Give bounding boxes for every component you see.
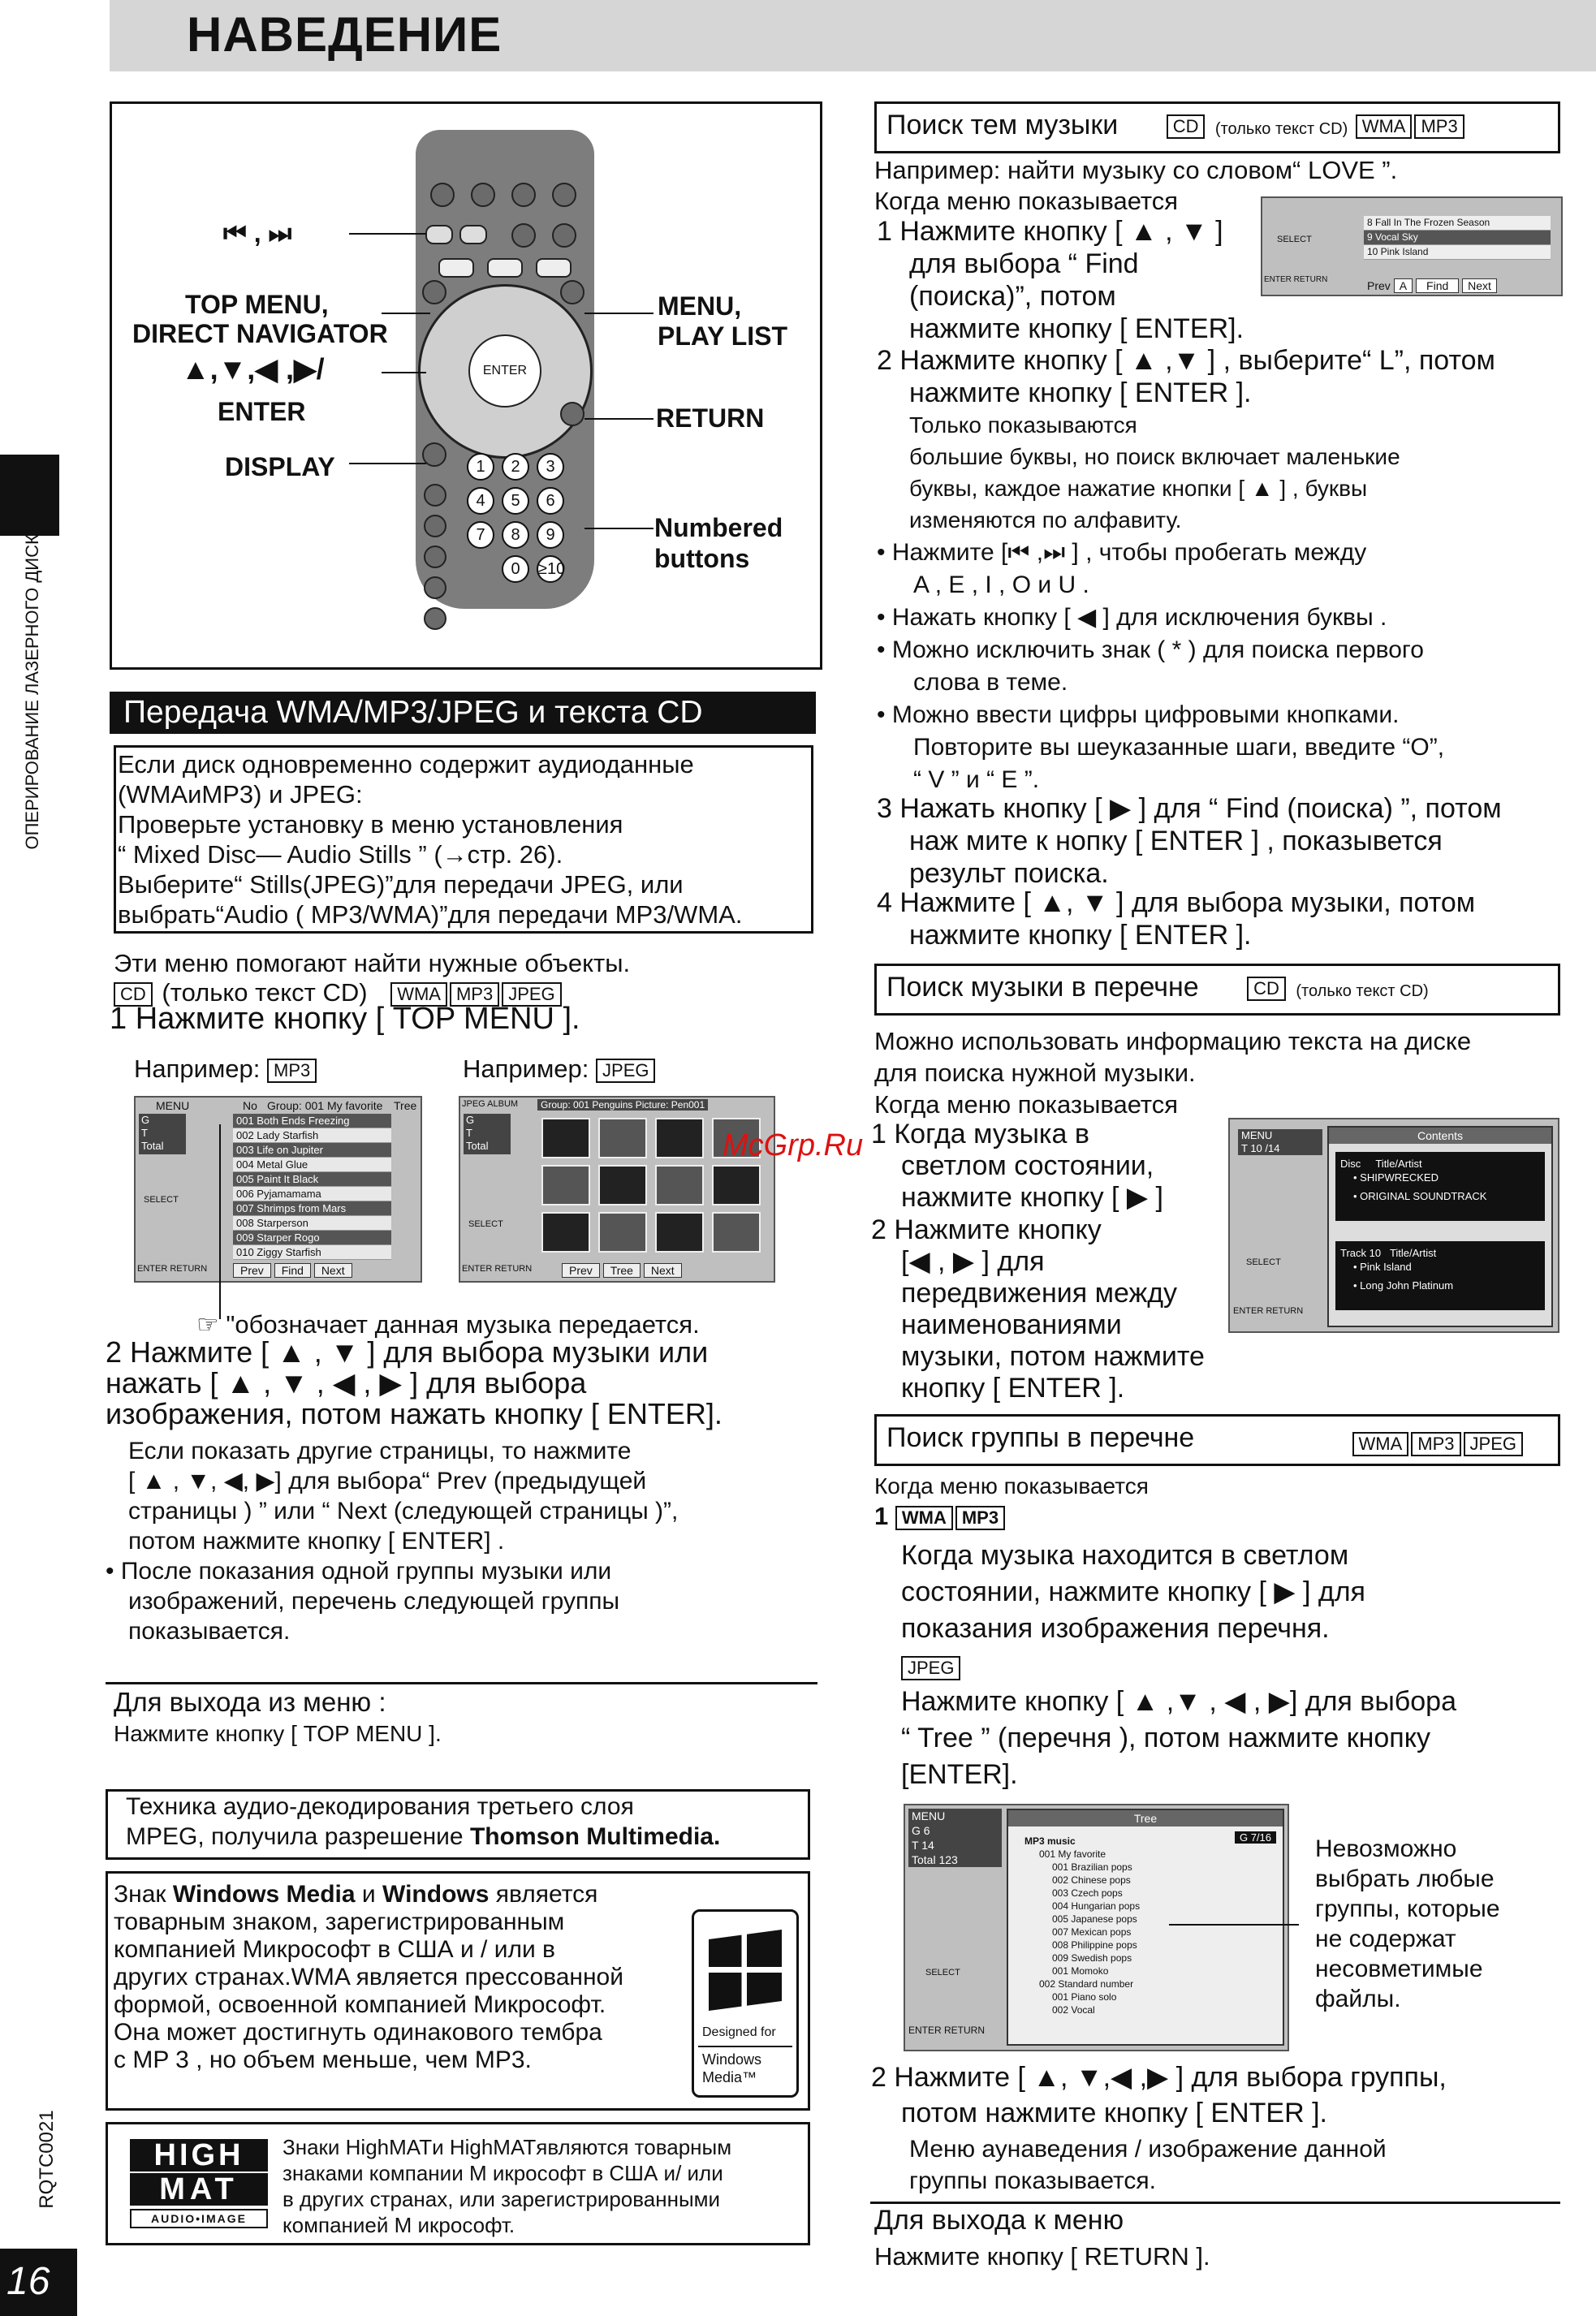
s1-step1-line: 1 Нажмите кнопку [ ▲ , ▼ ] — [877, 216, 1223, 247]
s1-small-line: большие буквы, но поиск включает маленькие — [909, 444, 1400, 469]
remote-button[interactable] — [424, 546, 446, 568]
menu-button[interactable] — [560, 280, 584, 304]
find-button[interactable]: Find — [1416, 278, 1459, 293]
step2-line: нажать [ ▲ , ▼ , ◀ , ▶ ] для выбора — [106, 1366, 587, 1400]
remote-button[interactable] — [424, 607, 446, 630]
s3-line: Когда музыка находится в светлом — [901, 1540, 1349, 1571]
skip-fwd-button[interactable] — [459, 225, 487, 244]
find-row[interactable]: 8 Fall In The Frozen Season — [1364, 216, 1551, 231]
s1-bullet-line: “ V ” и “ E ”. — [913, 766, 1040, 793]
label-top-menu: TOP MENU, — [185, 290, 329, 319]
wma-badge: WMA — [1356, 114, 1413, 139]
prev-button[interactable]: Prev — [562, 1263, 600, 1278]
s3-when: Когда меню показывается — [874, 1473, 1149, 1499]
s3-jpeg — [901, 1650, 963, 1682]
table-row[interactable]: 003 Life on Jupiter — [233, 1143, 391, 1158]
step2-sub-line: потом нажмите кнопку [ ENTER] . — [128, 1528, 505, 1555]
s1-step2-line: 2 Нажмите кнопку [ ▲ ,▼ ] , выберите“ L”, потом — [877, 345, 1495, 376]
s3-step2-line: потом нажмите кнопку [ ENTER ]. — [901, 2098, 1327, 2128]
note-line: Если диск одновременно содержит аудиоданные — [118, 750, 694, 778]
s3-line2: [ENTER]. — [901, 1759, 1018, 1790]
s1-bullet-line: Повторите вы шеуказанные шаги, введите “O”, — [913, 734, 1445, 761]
gpt-box: G T Total — [139, 1114, 186, 1154]
remote-button-top[interactable] — [430, 183, 455, 207]
cursor-marker — [219, 1124, 221, 1319]
wm-first-line: Знак Windows Media и Windows является — [114, 1881, 598, 1908]
s2-line: Когда меню показывается — [874, 1090, 1179, 1119]
contents-title: Contents — [1329, 1128, 1551, 1144]
return-button[interactable] — [560, 402, 584, 426]
table-row[interactable]: 005 Paint It Black — [233, 1172, 391, 1187]
number-button[interactable]: 2 — [502, 453, 529, 481]
mp3-badge: MP3 — [1414, 114, 1464, 139]
s1-bullet-line: слова в теме. — [913, 669, 1068, 696]
wm-line: товарным знаком, зарегистрированным — [114, 1908, 565, 1935]
screen-group-label: Group: 001 My favorite — [267, 1099, 383, 1112]
tree-note-line: файлы. — [1315, 1986, 1401, 2012]
note-line: Выберите“ Stills(JPEG)”для передачи JPEG, или — [118, 870, 684, 899]
number-button[interactable]: 6 — [537, 487, 564, 515]
s1-step3-line: результ поиска. — [909, 858, 1109, 889]
s3-line: показания изображения перечня. — [901, 1613, 1330, 1644]
mpeg-line1: Техника аудио-декодирования третьего слоя — [126, 1793, 634, 1820]
s1-bullet-line: A , E , I , O и U . — [913, 571, 1089, 598]
remote-button[interactable] — [424, 576, 446, 599]
tree-item[interactable]: MP3 music — [1024, 1835, 1076, 1847]
remote-button-top[interactable] — [511, 183, 536, 207]
s3-step2-line: 2 Нажмите [ ▲, ▼,◀ ,▶ ] для выбора группы, — [871, 2062, 1447, 2093]
cd-badge: CD — [114, 982, 153, 1007]
tree-item[interactable]: 003 Czech pops — [1052, 1887, 1123, 1899]
step2-sub-line: страницы ) ” или “ Next (следующей страницы )”, — [128, 1498, 679, 1525]
tree-button[interactable]: Tree — [603, 1263, 641, 1278]
s2-line: Можно использовать информацию текста на диске — [874, 1027, 1472, 1055]
leader-line — [382, 313, 430, 314]
jpeg-badge: JPEG — [901, 1656, 960, 1680]
enter-return-label: ENTER RETURN — [137, 1264, 208, 1274]
remote-button[interactable] — [511, 223, 536, 248]
s1-step1-line: нажмите кнопку [ ENTER]. — [909, 313, 1244, 344]
s2-step2-line: музыки, потом нажмите — [901, 1341, 1205, 1372]
tree-items — [1024, 1835, 1211, 2016]
prev-button[interactable]: Prev — [233, 1263, 271, 1278]
label-enter: ENTER — [218, 397, 306, 426]
next-button[interactable]: Next — [644, 1263, 682, 1278]
highmat-line: в других странах, или зарегистрированными — [283, 2187, 721, 2211]
contents-screen — [1228, 1118, 1559, 1333]
cd-badge: CD — [1167, 114, 1206, 139]
label-arrows: ▲,▼,◀ ,▶/ — [181, 352, 325, 386]
table-row[interactable]: 004 Metal Glue — [233, 1158, 391, 1172]
wma-badge: WMA — [1352, 1432, 1409, 1456]
label-play-list: PLAY LIST — [658, 321, 788, 351]
letter-field[interactable]: A — [1394, 278, 1413, 293]
play-button[interactable] — [536, 258, 572, 278]
screen-menu-label: MENU T 10 /14 — [1238, 1129, 1322, 1155]
table-row[interactable]: 006 Pyjamamama — [233, 1187, 391, 1201]
find-screen — [1261, 196, 1563, 296]
thumbnail[interactable] — [598, 1165, 647, 1205]
step2-line: 2 Нажмите [ ▲ , ▼ ] для выбора музыки или — [106, 1335, 709, 1369]
logo-divider — [698, 2046, 792, 2047]
number-button[interactable]: 1 — [467, 453, 494, 481]
step1-text: 1 Нажмите кнопку [ TOP MENU ]. — [110, 1002, 580, 1036]
doc-code: RQTC0021 — [36, 2110, 58, 2209]
tree-item[interactable]: 002 Vocal — [1052, 2004, 1095, 2016]
jpeg-group-label: Group: 001 Penguins Picture: Pen001 — [537, 1099, 708, 1111]
thumbnail[interactable] — [655, 1212, 704, 1253]
enter-return-label: ENTER RETURN — [462, 1264, 533, 1274]
leader-line — [584, 418, 653, 420]
table-row[interactable]: 008 Starperson — [233, 1216, 391, 1231]
tree-screen — [904, 1804, 1289, 2051]
pause-button[interactable] — [487, 258, 523, 278]
label-skip: ⏮ , ⏭ — [223, 218, 292, 248]
table-row[interactable]: 009 Starper Rogo — [233, 1231, 391, 1245]
s2-step1-line: светлом состоянии, — [901, 1150, 1154, 1181]
watermark: McGrp.Ru — [723, 1128, 864, 1162]
select-label: SELECT — [144, 1195, 179, 1205]
wm-line: компанией Микрософт в США и / или в — [114, 1936, 555, 1963]
thumbnail[interactable] — [712, 1212, 761, 1253]
example-label: Например: MP3 — [134, 1053, 319, 1085]
s1-step3-line: 3 Нажать кнопку [ ▶ ] для “ Find (поиска) ”, потом — [877, 793, 1502, 824]
note-line: “ Mixed Disc— Audio Stills ” (→стр. 26). — [118, 840, 563, 869]
label-direct-navigator: DIRECT NAVIGATOR — [132, 319, 388, 348]
page-title: НАВЕДЕНИЕ — [187, 7, 503, 62]
select-label: SELECT — [1246, 1257, 1281, 1267]
section-title: Передача WMA/MP3/JPEG и текста CD — [123, 695, 703, 730]
mp3-badge: MP3 — [267, 1059, 317, 1083]
tree-item[interactable]: 008 Philippine pops — [1052, 1939, 1137, 1951]
s3-line2: Нажмите кнопку [ ▲ ,▼ , ◀ , ▶] для выбора — [901, 1686, 1456, 1717]
exit-text: Нажмите кнопку [ RETURN ]. — [874, 2242, 1210, 2271]
select-label: SELECT — [468, 1219, 503, 1229]
tree-item[interactable]: 001 Brazilian pops — [1052, 1861, 1132, 1873]
s2-step1-line: нажмите кнопку [ ▶ ] — [901, 1182, 1163, 1213]
hand-icon: ☞ — [196, 1310, 226, 1339]
table-row[interactable]: 002 Lady Starfish — [233, 1128, 391, 1143]
logo-mat: MAT — [130, 2173, 268, 2206]
section-title-box: Поиск музыки в перечне CD (только текст CD) — [874, 964, 1560, 1016]
wm-line: формой, освоенной компанией Микрософт. — [114, 1991, 606, 2018]
find-nav — [1364, 279, 1497, 292]
thumbnail[interactable] — [541, 1212, 590, 1253]
remote-button-top[interactable] — [471, 183, 495, 207]
s1-small-line: изменяются по алфавиту. — [909, 507, 1182, 533]
highmat-line: Знаки HighMATи HighMATявляются товарным — [283, 2135, 732, 2159]
tree-note-line: группы, которые — [1315, 1895, 1500, 1922]
s3-line: состоянии, нажмите кнопку [ ▶ ] для — [901, 1576, 1365, 1607]
jpeg-badge: JPEG — [1464, 1432, 1523, 1456]
leader-line — [1169, 1924, 1299, 1926]
enter-return-label: ENTER RETURN — [1233, 1306, 1304, 1316]
table-row[interactable]: 001 Both Ends Freezing — [233, 1114, 391, 1128]
next-button[interactable]: Next — [1462, 278, 1497, 293]
thumbnail[interactable] — [541, 1165, 590, 1205]
s3-step1: 1 WMA MP3 — [874, 1500, 1007, 1532]
label-numbered: Numbered — [654, 513, 783, 542]
tree-gt-box: MENU G 6 T 14 Total 123 — [908, 1809, 1002, 1867]
label-menu: MENU, — [658, 291, 742, 321]
s1-step4-line: нажмите кнопку [ ENTER ]. — [909, 920, 1252, 951]
select-label: SELECT — [925, 1968, 960, 1977]
section-title-box: Поиск тем музыки CD (только текст CD) WMA MP3 — [874, 101, 1560, 153]
page-number: 16 — [6, 2260, 50, 2303]
s1-bullet-line: • Можно исключить знак ( * ) для поиска первого — [877, 636, 1424, 663]
example-label: Например: JPEG — [463, 1053, 658, 1085]
leader-line — [349, 233, 426, 235]
tree-item[interactable]: 001 Momoko — [1052, 1965, 1109, 1977]
stop-button[interactable] — [438, 258, 474, 278]
cursor-note: ☞ "обозначает данная музыка передается. — [196, 1310, 700, 1339]
remote-button[interactable] — [424, 515, 446, 537]
logo-media: Media™ — [702, 2069, 757, 2085]
table-row[interactable]: 010 Ziggy Starfish — [233, 1245, 391, 1260]
tree-gt: G 7/16 — [1235, 1831, 1276, 1844]
tree-item[interactable]: 005 Japanese pops — [1052, 1913, 1137, 1925]
windows-flag-divider — [709, 1967, 782, 1973]
thumbnail[interactable] — [598, 1212, 647, 1253]
leader-line — [584, 313, 653, 314]
table-row[interactable]: 007 Shrimps from Mars — [233, 1201, 391, 1216]
exit-text: Нажмите кнопку [ TOP MENU ]. — [114, 1721, 442, 1746]
logo-high: HIGH — [130, 2139, 268, 2172]
prev-button[interactable]: Prev — [1367, 279, 1391, 292]
tree-note-line: Невозможно — [1315, 1835, 1457, 1862]
s1-step2-line: нажмите кнопку [ ENTER ]. — [909, 377, 1252, 408]
step2-sub-line: [ ▲ , ▼, ◀, ▶] для выбора“ Prev (предыдущей — [128, 1468, 647, 1494]
wma-badge: WMA — [390, 982, 447, 1007]
screen-no-label: No — [243, 1099, 257, 1112]
divider — [870, 2202, 1560, 2204]
next-button[interactable]: Next — [314, 1263, 352, 1278]
exit-title: Для выхода из меню : — [114, 1687, 386, 1717]
thumbnail[interactable] — [712, 1165, 761, 1205]
find-row[interactable]: 10 Pink Island — [1364, 245, 1551, 260]
side-section-label: ОПЕРИРОВАНИЕ ЛАЗЕРНОГО ДИСКА — [22, 522, 42, 850]
s1-line: Например: найти музыку со словом“ LOVE ”. — [874, 156, 1398, 184]
note-line: Проверьте установку в меню установления — [118, 810, 623, 839]
screen-tree-label: Tree — [394, 1099, 417, 1112]
wm-line: других странах.WMA является прессованной — [114, 1964, 623, 1990]
wm-line: Она может достигнуть одинакового тембра — [114, 2019, 602, 2046]
number-button[interactable]: 7 — [467, 521, 494, 549]
exit-title: Для выхода к меню — [874, 2205, 1124, 2236]
remote-button[interactable] — [424, 484, 446, 507]
jpeg-badge: JPEG — [502, 982, 561, 1007]
wma-badge: WMA — [895, 1506, 953, 1530]
tree-item[interactable]: 007 Mexican pops — [1052, 1926, 1132, 1938]
tree-item[interactable]: 009 Swedish pops — [1052, 1952, 1132, 1964]
tree-item[interactable]: 002 Chinese pops — [1052, 1874, 1131, 1886]
tree-item[interactable]: 001 My favorite — [1039, 1848, 1106, 1860]
s1-line: Когда меню показывается — [874, 187, 1179, 215]
thumbnail[interactable] — [655, 1165, 704, 1205]
select-label: SELECT — [1277, 235, 1312, 244]
enter-return-label: ENTER RETURN — [1264, 275, 1328, 284]
windows-logo — [692, 1909, 799, 2098]
note-line: выбрать“Audio ( MP3/WMA)”для передачи MP3/WMA. — [118, 900, 743, 929]
s2-line: для поиска нужной музыки. — [874, 1059, 1196, 1087]
mp3-badge: MP3 — [955, 1506, 1005, 1530]
s3-step2-sub-line: Меню аунаведения / изображение данной — [909, 2136, 1387, 2163]
s3-line2: “ Tree ” (перечня ), потом нажмите кнопку — [901, 1723, 1430, 1753]
disc-panel: Disc Title/Artist • SHIPWRECKED • ORIGINAL SOUNDTRACK — [1335, 1152, 1545, 1221]
enter-button[interactable]: ENTER — [468, 334, 541, 408]
jpeg-badge: JPEG — [596, 1059, 655, 1083]
screen-nav — [562, 1264, 682, 1277]
label-buttons: buttons — [654, 544, 750, 573]
mp3-menu-screen — [134, 1096, 422, 1283]
step2-line: изображения, потом нажать кнопку [ ENTER]. — [106, 1397, 723, 1430]
tree-item[interactable]: 001 Piano solo — [1052, 1991, 1117, 2003]
highmat-line: компанией М икрософт. — [283, 2213, 515, 2237]
skip-back-button[interactable] — [425, 225, 453, 244]
remote-button-top[interactable] — [552, 183, 576, 207]
number-button[interactable]: 3 — [537, 453, 564, 481]
jpeg-album-screen — [459, 1096, 775, 1283]
step2-sub-line: Если показать другие страницы, то нажмите — [128, 1438, 632, 1464]
track-list — [233, 1114, 391, 1260]
find-row[interactable]: 9 Vocal Sky — [1364, 231, 1551, 245]
jpeg-album-label: JPEG ALBUM — [462, 1099, 519, 1109]
s1-step1-line: (поиска)”, потом — [909, 281, 1116, 312]
tree-title: Tree — [1008, 1810, 1283, 1826]
bullet-line: • После показания одной группы музыки или — [106, 1558, 612, 1585]
top-menu-button[interactable] — [422, 280, 446, 304]
tree-panel — [1007, 1809, 1284, 2046]
logo-audio-image: AUDIO•IMAGE — [130, 2209, 268, 2228]
thumbnail[interactable] — [655, 1118, 704, 1158]
wm-line: с MP 3 , но объем меньше, чем МР3. — [114, 2046, 532, 2073]
divider — [106, 1682, 817, 1684]
find-button[interactable]: Find — [274, 1263, 311, 1278]
mp3-badge: MP3 — [450, 982, 499, 1007]
screen-nav — [233, 1264, 352, 1277]
tree-item[interactable]: 002 Standard number — [1039, 1978, 1134, 1990]
leader-line — [584, 528, 653, 529]
s1-step4-line: 4 Нажмите [ ▲, ▼ ] для выбора музыки, потом — [877, 887, 1476, 918]
s2-step2-line: 2 Нажмите кнопку — [871, 1214, 1102, 1245]
logo-windows: Windows — [702, 2051, 762, 2068]
cd-text-only: (только текст CD) — [162, 978, 368, 1007]
s1-step3-line: наж мите к нопку [ ENTER ] , показывется — [909, 826, 1443, 856]
number-button[interactable]: 9 — [537, 521, 564, 549]
tree-note-line: не содержат — [1315, 1926, 1456, 1952]
leader-line — [382, 372, 426, 373]
label-return: RETURN — [656, 403, 765, 433]
contents-panel — [1327, 1126, 1553, 1327]
s1-bullet-line: • Нажать кнопку [ ◀ ] для исключения буквы . — [877, 604, 1387, 631]
s2-step1-line: 1 Когда музыка в — [871, 1119, 1089, 1149]
s1-small-line: буквы, каждое нажатие кнопки [ ▲ ] , буквы — [909, 476, 1368, 501]
tree-note-line: несовметимые — [1315, 1956, 1483, 1982]
s1-step1-line: для выбора “ Find — [909, 248, 1139, 279]
bullet-line: изображений, перечень следующей группы — [128, 1588, 620, 1615]
thumbnail[interactable] — [541, 1118, 590, 1158]
thumbnail[interactable] — [598, 1118, 647, 1158]
highmat-line: знаками компании М икрософт в США и/ или — [283, 2161, 723, 2185]
screen-menu-label: MENU — [156, 1099, 190, 1112]
label-display: DISPLAY — [225, 452, 335, 481]
mpeg-line2: MPEG, получила разрешение Thomson Multimedia. — [126, 1823, 721, 1850]
number-button[interactable]: 0 — [502, 555, 529, 583]
cd-badge: CD — [1247, 977, 1286, 1001]
number-button[interactable]: 4 — [467, 487, 494, 515]
track-panel: Track 10 Title/Artist • Pink Island • Long John Platinum — [1335, 1241, 1545, 1310]
gpt-box: G T Total — [464, 1114, 511, 1154]
enter-return-label: ENTER RETURN — [908, 2025, 986, 2036]
logo-designed-for: Designed for — [702, 2025, 776, 2039]
mp3-badge: MP3 — [1411, 1432, 1460, 1456]
number-button[interactable]: 5 — [502, 487, 529, 515]
intro-text: Эти меню помогают найти нужные объекты. — [114, 949, 631, 977]
tree-item[interactable]: 004 Hungarian pops — [1052, 1900, 1141, 1912]
s1-bullet-line: • Можно ввести цифры цифровыми кнопками. — [877, 701, 1400, 728]
leader-line — [349, 463, 426, 464]
tree-note-line: выбрать любые — [1315, 1865, 1495, 1892]
highmat-logo — [130, 2139, 268, 2228]
s1-bullet-line: • Нажмите [⏮ ,⏭ ] , чтобы пробегать между — [877, 539, 1367, 566]
find-rows — [1364, 216, 1551, 260]
s3-step2-sub-line: группы показывается. — [909, 2167, 1157, 2194]
s2-step2-line: [◀ , ▶ ] для — [901, 1246, 1045, 1277]
s2-step2-line: кнопку [ ENTER ]. — [901, 1373, 1125, 1404]
note-line: (WMAиMP3) и JPEG: — [118, 780, 363, 809]
number-button[interactable]: 8 — [502, 521, 529, 549]
section-title-box: Поиск группы в перечне WMA MP3 JPEG — [874, 1414, 1560, 1466]
s2-step2-line: наименованиями — [901, 1309, 1122, 1340]
bullet-line: показывается. — [128, 1618, 291, 1645]
s2-step2-line: передвижения между — [901, 1278, 1178, 1309]
s1-small-line: Только показываются — [909, 412, 1137, 438]
remote-button[interactable] — [552, 223, 576, 248]
number-button[interactable]: ≥10 — [537, 555, 564, 583]
